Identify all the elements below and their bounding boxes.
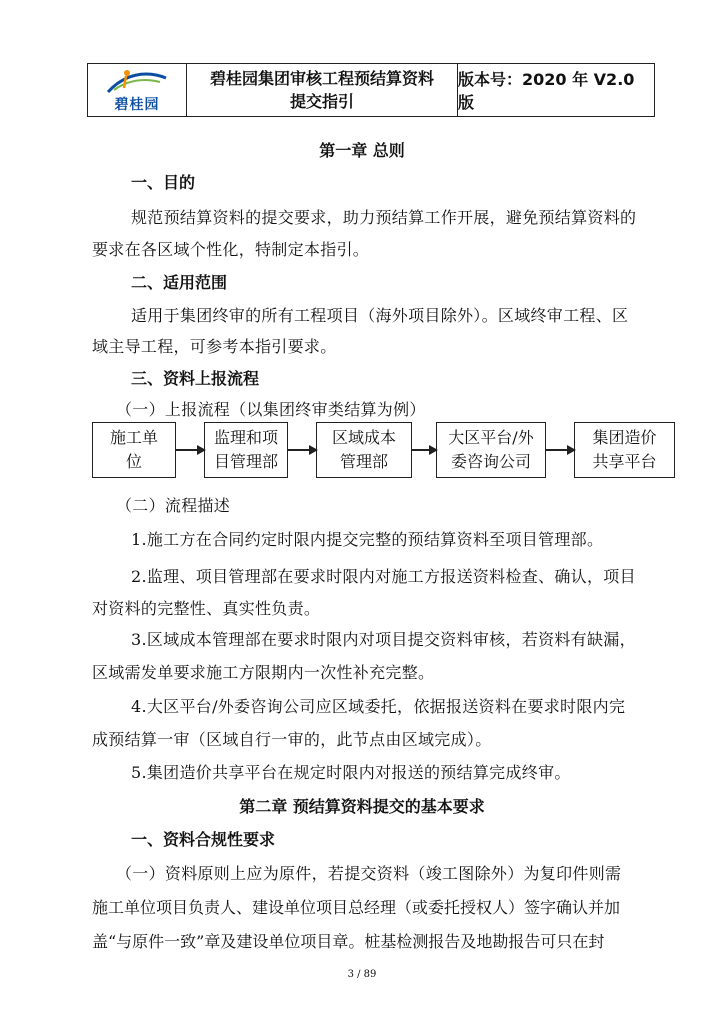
- flow-arrow: [546, 449, 574, 451]
- compliance-text-line-3: 盖“与原件一致”章及建设单位项目章。桩基检测报告及地勘报告可只在封: [92, 932, 605, 951]
- flow-box-group-cost: 集团造价 共享平台: [574, 422, 675, 478]
- chapter-1-title: 第一章 总则: [319, 141, 405, 160]
- compliance-text-line-2: 施工单位项目负责人、建设单位项目总经理（或委托授权人）签字确认并加: [92, 898, 621, 917]
- flow-item-2-line-2: 对资料的完整性、真实性负责。: [92, 599, 321, 618]
- document-header-table: [87, 63, 655, 117]
- title-line-2: 提交指引: [289, 92, 354, 111]
- flow-box-contractor: 施工单 位: [92, 422, 176, 478]
- flow-box-supervision: 监理和项 目管理部: [204, 422, 288, 478]
- flow-arrow: [288, 449, 316, 451]
- section-flow-heading: 三、资料上报流程: [131, 369, 260, 388]
- scope-text-line-1: 适用于集团终审的所有工程项目（海外项目除外）。区域终审工程、区: [131, 306, 629, 325]
- scope-text-line-2: 域主导工程，可参考本指引要求。: [92, 337, 337, 356]
- flow-box-regional-cost: 区域成本 管理部: [316, 422, 412, 478]
- flow-item-3-line-1: 3.区域成本管理部在要求时限内对项目提交资料审核，若资料有缺漏，: [131, 630, 636, 649]
- title-line-1: 碧桂园集团审核工程预结算资料: [209, 69, 434, 88]
- flow-item-4-line-1: 4.大区平台/外委咨询公司应区域委托，依据报送资料在要求时限内完: [131, 697, 626, 716]
- flow-item-5: 5.集团造价共享平台在规定时限内对报送的预结算完成终审。: [131, 763, 571, 782]
- flow-subheading-1: （一）上报流程（以集团终审类结算为例）: [116, 400, 426, 419]
- purpose-text-line-2: 要求在各区域个性化，特制定本指引。: [92, 240, 370, 259]
- flow-arrow: [176, 449, 204, 451]
- flow-item-2-line-1: 2.监理、项目管理部在要求时限内对施工方报送资料检查、确认，项目: [131, 567, 636, 586]
- flow-subheading-2: （二）流程描述: [116, 496, 231, 515]
- chapter-2-title: 第二章 预结算资料提交的基本要求: [239, 797, 485, 816]
- flow-arrow: [412, 449, 436, 451]
- section-purpose-heading: 一、目的: [131, 173, 196, 192]
- flow-item-4-line-2: 成预结算一审（区域自行一审的，此节点由区域完成）。: [92, 730, 492, 749]
- flow-item-3-line-2: 区域需发单要求施工方限期内一次性补充完整。: [92, 663, 435, 682]
- section-scope-heading: 二、适用范围: [131, 273, 228, 292]
- compliance-text-line-1: （一）资料原则上应为原件，若提交资料（竣工图除外）为复印件则需: [116, 864, 622, 883]
- flow-box-platform: 大区平台/外 委咨询公司: [436, 422, 546, 478]
- logo-swoosh-icon: [102, 66, 172, 96]
- page-number: 3 / 89: [347, 969, 377, 980]
- flow-item-1: 1.施工方在合同约定时限内提交完整的预结算资料至项目管理部。: [131, 530, 604, 549]
- section-compliance-heading: 一、资料合规性要求: [131, 830, 276, 849]
- logo-text: 碧桂园: [114, 97, 160, 113]
- reporting-flowchart: [92, 422, 677, 478]
- version-label: 版本号：2020 年 V2.0 版: [458, 70, 635, 112]
- company-logo: [88, 64, 187, 116]
- document-title: [187, 64, 458, 116]
- purpose-text-line-1: 规范预结算资料的提交要求，助力预结算工作开展，避免预结算资料的: [131, 208, 637, 227]
